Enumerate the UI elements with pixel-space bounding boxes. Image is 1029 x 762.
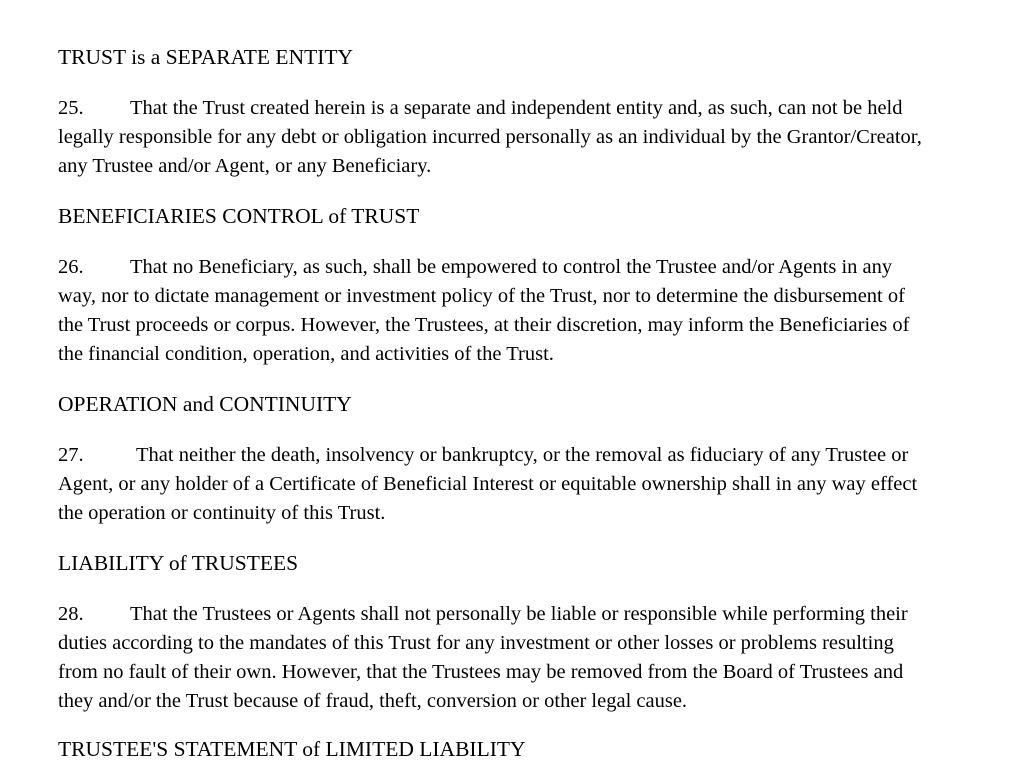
text-line: way, nor to dictate management or investment policy of the Trust, nor to determine the disbursement of	[58, 285, 905, 307]
text-line: Agent, or any holder of a Certificate of Beneficial Interest or equitable ownership shall in any way effect	[58, 473, 918, 495]
text-line: they and/or the Trust because of fraud, theft, conversion or other legal cause.	[58, 690, 688, 712]
section-heading: TRUSTEE'S STATEMENT of LIMITED LIABILITY	[58, 737, 526, 761]
text-line: legally responsible for any debt or obligation incurred personally as an individual by the Grantor/Creator,	[58, 126, 922, 148]
text-line: That the Trustees or Agents shall not personally be liable or responsible while performing their	[130, 603, 908, 625]
paragraph-number: 27.	[58, 444, 84, 466]
paragraph-number: 26.	[58, 256, 84, 278]
paragraph-28	[58, 600, 908, 716]
text-line: duties according to the mandates of this Trust for any investment or other losses or problems resulting	[58, 632, 894, 654]
text-line: the financial condition, operation, and activities of the Trust.	[58, 343, 554, 365]
section-heading: BENEFICIARIES CONTROL of TRUST	[58, 204, 420, 228]
text-line: That neither the death, insolvency or bankruptcy, or the removal as fiduciary of any Trustee or	[136, 444, 909, 466]
paragraph-26	[58, 253, 909, 369]
paragraph-number: 25.	[58, 97, 84, 119]
paragraph-25	[58, 94, 922, 181]
section-heading: LIABILITY of TRUSTEES	[58, 551, 299, 575]
text-line: the operation or continuity of this Trust.	[58, 502, 386, 524]
text-line: That no Beneficiary, as such, shall be empowered to control the Trustee and/or Agents in any	[130, 256, 893, 278]
paragraph-number: 28.	[58, 603, 84, 625]
text-line: That the Trust created herein is a separate and independent entity and, as such, can not be held	[130, 97, 903, 119]
section-heading: TRUST is a SEPARATE ENTITY	[58, 45, 354, 69]
text-line: any Trustee and/or Agent, or any Beneficiary.	[58, 155, 432, 177]
text-line: from no fault of their own. However, that the Trustees may be removed from the Board of Trustees and	[58, 661, 904, 683]
section-heading: OPERATION and CONTINUITY	[58, 392, 352, 416]
paragraph-27	[58, 441, 917, 528]
text-line: the Trust proceeds or corpus. However, the Trustees, at their discretion, may inform the Beneficiaries of	[58, 314, 910, 336]
